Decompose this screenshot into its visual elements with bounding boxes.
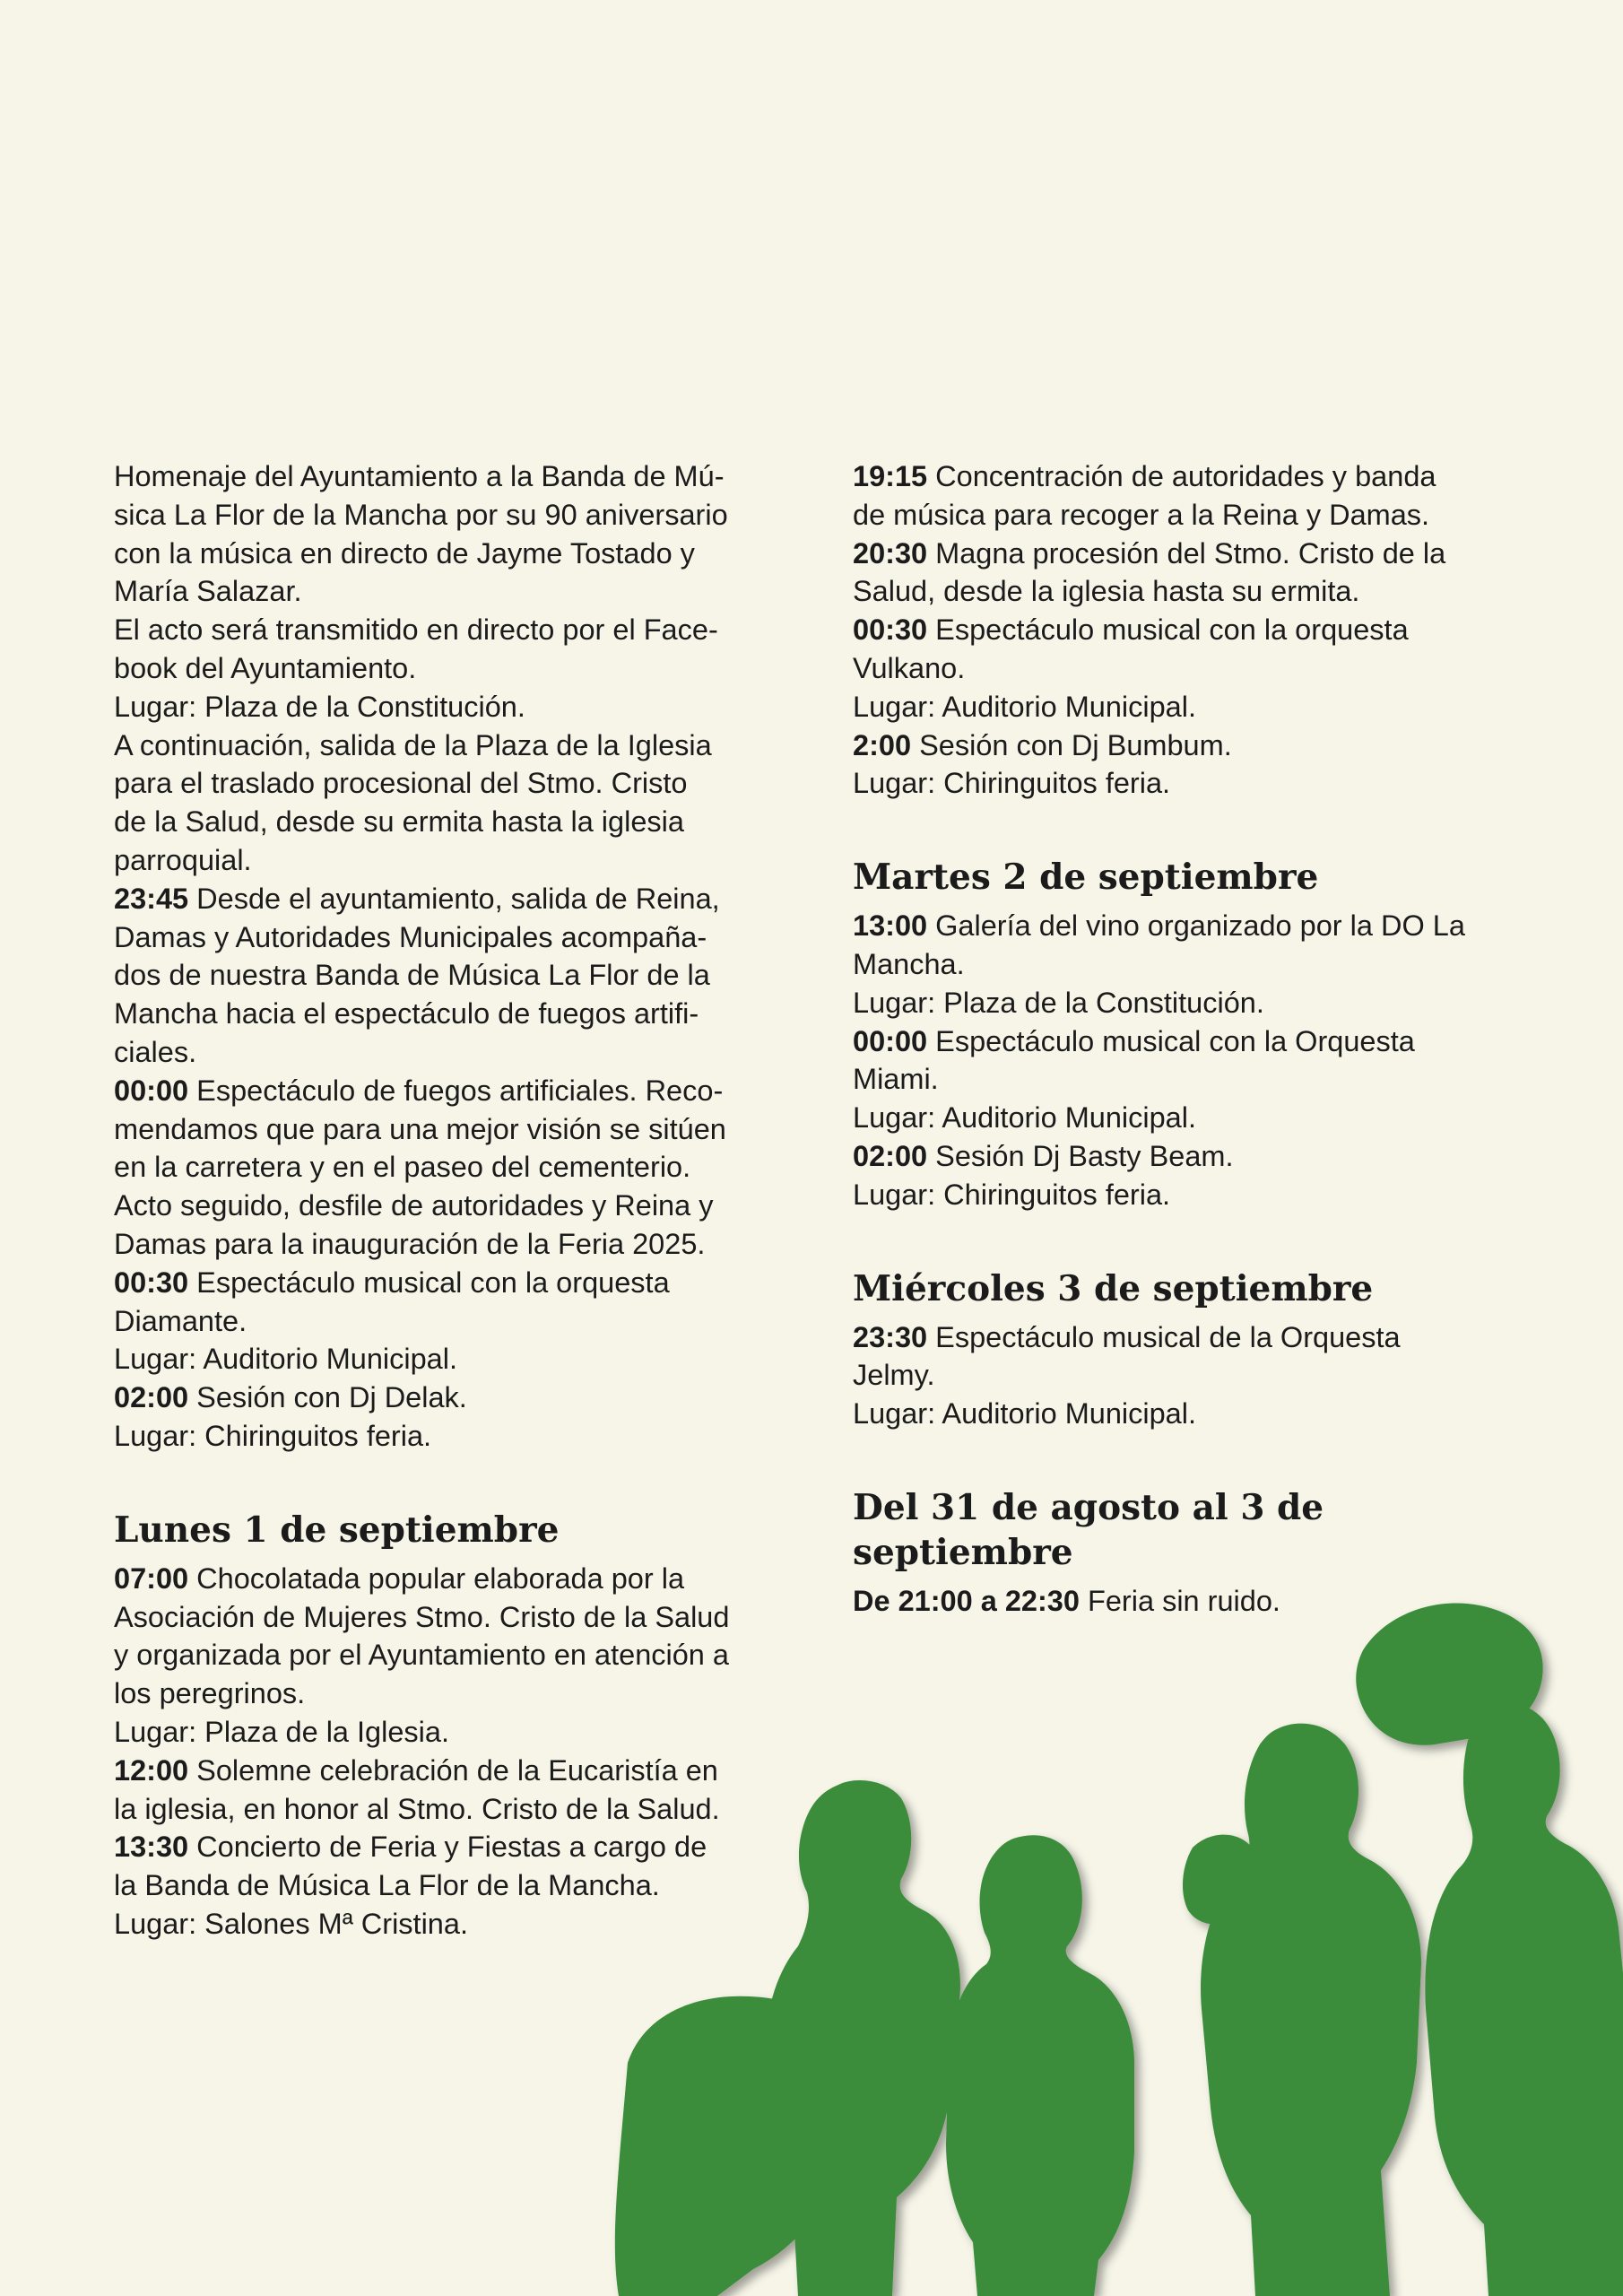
- text-line: Jelmy.: [853, 1359, 935, 1392]
- event-line: [853, 611, 1534, 649]
- tuba-bell-shape: [1356, 1603, 1542, 1744]
- event-text: Espectáculo musical con la orquesta: [188, 1265, 670, 1299]
- event-line: [853, 907, 1534, 945]
- event-line: [114, 1072, 759, 1110]
- day-heading: Lunes 1 de septiembre: [114, 1509, 560, 1551]
- text-line: de la Salud, desde su ermita hasta la iglesia: [114, 805, 684, 839]
- event-time: 23:45: [114, 882, 189, 915]
- text-line: book del Ayuntamiento.: [114, 651, 417, 684]
- event-text: Concentración de autoridades y banda: [927, 460, 1436, 492]
- event-text: Espectáculo de fuegos artificiales. Reco-: [188, 1074, 724, 1107]
- text-line: la iglesia, en honor al Stmo. Cristo de la Salud.: [114, 1792, 720, 1825]
- text-line: los peregrinos.: [114, 1677, 306, 1710]
- text-line: Miami.: [853, 1063, 939, 1096]
- event-time: 12:00: [114, 1753, 189, 1787]
- event-time: 07:00: [114, 1561, 189, 1595]
- text-line: Lugar: Chiringuitos feria.: [114, 1419, 432, 1452]
- text-line: Diamante.: [114, 1304, 247, 1337]
- event-text: Solemne celebración de la Eucaristía en: [188, 1753, 718, 1787]
- left-column: [114, 457, 759, 1944]
- text-line: ciales.: [114, 1035, 197, 1068]
- text-line: y organizada por el Ayuntamiento en atención a: [114, 1639, 729, 1672]
- text-line: Lugar: Plaza de la Constitución.: [853, 986, 1264, 1019]
- text-line: Lugar: Chiringuitos feria.: [853, 1178, 1171, 1211]
- event-time: De 21:00 a 22:30: [853, 1584, 1080, 1617]
- event-text: Espectáculo musical con la orquesta: [927, 613, 1409, 647]
- event-time: 13:30: [114, 1831, 189, 1864]
- day-heading: Miércoles 3 de septiembre: [853, 1267, 1374, 1309]
- event-line: [114, 1560, 759, 1598]
- text-line: Damas para la inauguración de la Feria 2025.: [114, 1227, 706, 1260]
- text-line: mendamos que para una mejor visión se sitúen: [114, 1112, 726, 1145]
- event-time: 20:30: [853, 536, 928, 570]
- event-line: [853, 457, 1534, 496]
- event-time: 13:00: [853, 909, 928, 943]
- figure-3: [1201, 1724, 1421, 2296]
- event-text: Chocolatada popular elaborada por la: [188, 1561, 685, 1595]
- event-text: Espectáculo musical de la Orquesta: [927, 1320, 1401, 1353]
- text-line: Lugar: Chiringuitos feria.: [853, 767, 1171, 800]
- text-line: Vulkano.: [853, 651, 966, 684]
- event-line: [853, 1022, 1534, 1061]
- figure-1: [766, 1780, 960, 2296]
- event-line: [853, 726, 1534, 765]
- drum-shape: [615, 1996, 844, 2296]
- day-heading: Del 31 de agosto al 3 de septiembre: [853, 1486, 1324, 1573]
- event-time: 00:30: [853, 613, 928, 647]
- text-line: Mancha.: [853, 947, 965, 980]
- text-line: Asociación de Mujeres Stmo. Cristo de la Salud: [114, 1600, 730, 1633]
- text-line: Lugar: Auditorio Municipal.: [114, 1343, 458, 1376]
- event-line: [853, 535, 1534, 573]
- event-text: Feria sin ruido.: [1079, 1584, 1280, 1617]
- text-line: Homenaje del Ayuntamiento a la Banda de Mú-: [114, 460, 725, 492]
- text-line: El acto será transmitido en directo por el Face-: [114, 613, 718, 647]
- event-line: [853, 1318, 1534, 1357]
- event-time: 00:00: [114, 1074, 189, 1107]
- event-time: 02:00: [114, 1381, 189, 1414]
- text-line: Lugar: Auditorio Municipal.: [853, 1101, 1197, 1135]
- right-column: [853, 457, 1534, 1621]
- text-line: Lugar: Salones Mª Cristina.: [114, 1907, 468, 1940]
- text-line: Lugar: Auditorio Municipal.: [853, 690, 1197, 723]
- event-time: 23:30: [853, 1320, 928, 1353]
- tuba-shape: [1183, 1835, 1260, 1925]
- event-line: [853, 1582, 1534, 1621]
- event-time: 19:15: [853, 460, 928, 492]
- event-text: Espectáculo musical con la Orquesta: [927, 1024, 1415, 1057]
- figure-2: [946, 1835, 1134, 2296]
- event-time: 2:00: [853, 728, 912, 761]
- event-text: Desde el ayuntamiento, salida de Reina,: [188, 882, 720, 915]
- event-text: Sesión con Dj Bumbum.: [911, 728, 1232, 761]
- event-text: Sesión Dj Basty Beam.: [927, 1139, 1234, 1172]
- text-line: la Banda de Música La Flor de la Mancha.: [114, 1869, 660, 1902]
- text-line: María Salazar.: [114, 575, 302, 608]
- event-line: [114, 1264, 759, 1302]
- text-line: para el traslado procesional del Stmo. Cristo: [114, 767, 688, 800]
- text-line: de música para recoger a la Reina y Damas.: [853, 498, 1430, 531]
- event-line: [114, 1752, 759, 1790]
- text-line: Lugar: Plaza de la Constitución.: [114, 690, 525, 723]
- event-time: 00:30: [114, 1265, 189, 1299]
- text-line: en la carretera y en el paseo del cementerio.: [114, 1151, 691, 1184]
- text-line: A continuación, salida de la Plaza de la Iglesia: [114, 728, 712, 761]
- text-line: Mancha hacia el espectáculo de fuegos artifi-: [114, 997, 699, 1031]
- text-line: con la música en directo de Jayme Tostado y: [114, 536, 695, 570]
- event-text: Sesión con Dj Delak.: [188, 1381, 467, 1414]
- text-line: Salud, desde la iglesia hasta su ermita.: [853, 575, 1360, 608]
- event-line: [114, 880, 759, 918]
- event-line: [114, 1828, 759, 1866]
- event-line: [853, 1137, 1534, 1176]
- event-time: 00:00: [853, 1024, 928, 1057]
- event-text: Galería del vino organizado por la DO La: [927, 909, 1465, 943]
- event-text: Magna procesión del Stmo. Cristo de la: [927, 536, 1446, 570]
- event-time: 02:00: [853, 1139, 928, 1172]
- event-text: Concierto de Feria y Fiestas a cargo de: [188, 1831, 707, 1864]
- day-heading: Martes 2 de septiembre: [853, 857, 1319, 899]
- text-line: Acto seguido, desfile de autoridades y Reina y: [114, 1189, 714, 1222]
- text-line: Damas y Autoridades Municipales acompaña-: [114, 920, 707, 953]
- text-line: Lugar: Auditorio Municipal.: [853, 1397, 1197, 1431]
- event-line: [114, 1378, 759, 1417]
- text-line: parroquial.: [114, 843, 252, 876]
- figure-4: [1425, 1702, 1623, 2296]
- text-line: dos de nuestra Banda de Música La Flor de la: [114, 959, 710, 992]
- text-line: sica La Flor de la Mancha por su 90 aniversario: [114, 498, 728, 531]
- text-line: Lugar: Plaza de la Iglesia.: [114, 1715, 449, 1748]
